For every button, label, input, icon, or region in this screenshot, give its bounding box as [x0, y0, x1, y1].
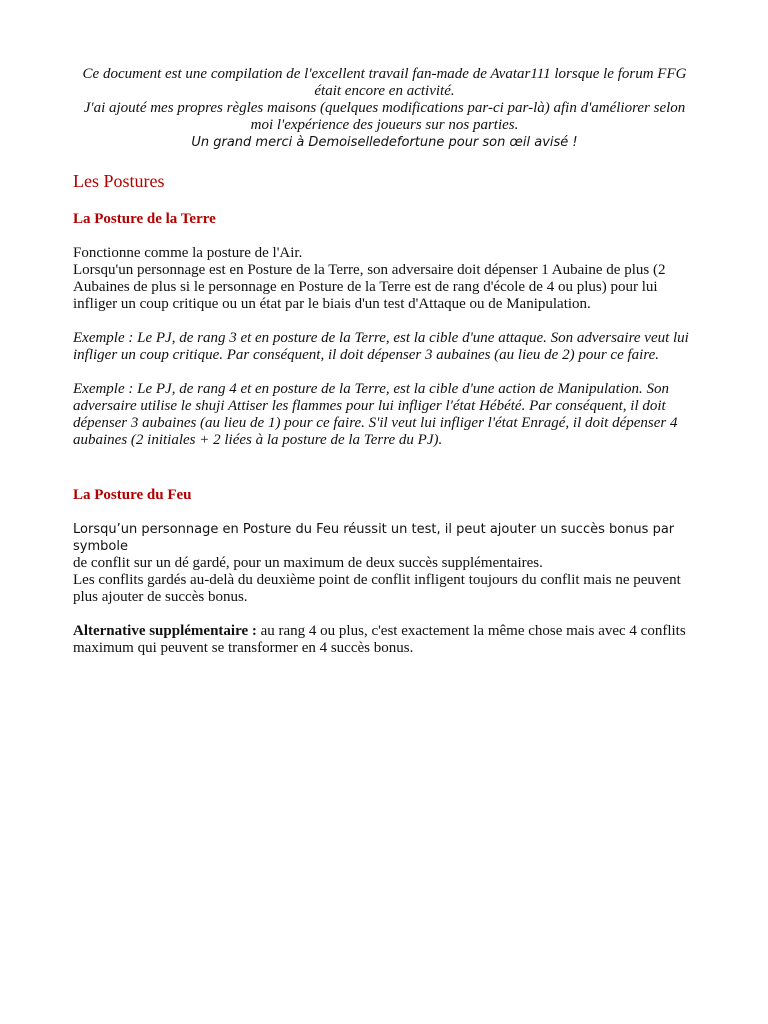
intro-line-3: Un grand merci à Demoiselledefortune pour son œil avisé !: [191, 135, 578, 150]
terre-paragraph: [73, 245, 696, 313]
terre-p1-line2: Lorsqu'un personnage est en Posture de la Terre, son adversaire doit dépenser 1 Aubaine de plus (2 Aubaines de plus si le personnage en Posture de la Terre est de rang d'école de 4 ou plus) pour lui infliger un coup critique ou un état par le biais d'un test d'Attaque ou de Manipulation.: [73, 262, 666, 312]
terre-p1-line1: Fonctionne comme la posture de l'Air.: [73, 245, 303, 261]
feu-p2: Les conflits gardés au-delà du deuxième point de conflit infligent toujours du conflit mais ne peuvent plus ajouter de succès bonus.: [73, 572, 681, 605]
alt-label: Alternative supplémentaire :: [73, 623, 257, 639]
alt-text: au rang 4 ou plus, c'est exactement la même chose mais avec 4 conflits maximum qui peuvent se transformer en 4 succès bonus.: [73, 623, 686, 656]
terre-title: La Posture de la Terre: [73, 211, 216, 227]
feu-title: La Posture du Feu: [73, 487, 192, 503]
feu-p1-rest: de conflit sur un dé gardé, pour un maximum de deux succès supplémentaires.: [73, 555, 543, 571]
terre-example-2: Exemple : Le PJ, de rang 4 et en posture de la Terre, est la cible d'une action de Manipulation. Son adversaire utilise le shuji Attiser les flammes pour lui infliger l'état Hébété. Par conséquent, il doit dépenser 3 aubaines (au lieu de 1) pour ce faire. S'il veut lui infliger l'état Enragé, il doit dépenser 4 aubaines (2 initiales + 2 liées à la posture de la Terre du PJ).: [73, 381, 678, 448]
terre-example-1: Exemple : Le PJ, de rang 3 et en posture de la Terre, est la cible d'une attaque. Son adversaire veut lui infliger un coup critique. Par conséquent, il doit dépenser 3 aubaines (au lieu de 2) pour ce faire.: [73, 330, 689, 363]
section-title: Les Postures: [73, 171, 165, 191]
intro-line-1: Ce document est une compilation de l'excellent travail fan-made de Avatar111 lorsque le forum FFG était encore en activité.: [82, 66, 687, 99]
intro-line-2: J'ai ajouté mes propres règles maisons (quelques modifications par-ci par-là) afin d'améliorer selon moi l'expérience des joueurs sur nos parties.: [83, 100, 686, 133]
feu-p1-start: Lorsqu’un personnage en Posture du Feu réussit un test, il peut ajouter un succès bonus par symbole: [73, 522, 675, 554]
feu-paragraph: [73, 521, 696, 606]
feu-alternative: [73, 623, 696, 657]
intro-block: [73, 66, 696, 151]
